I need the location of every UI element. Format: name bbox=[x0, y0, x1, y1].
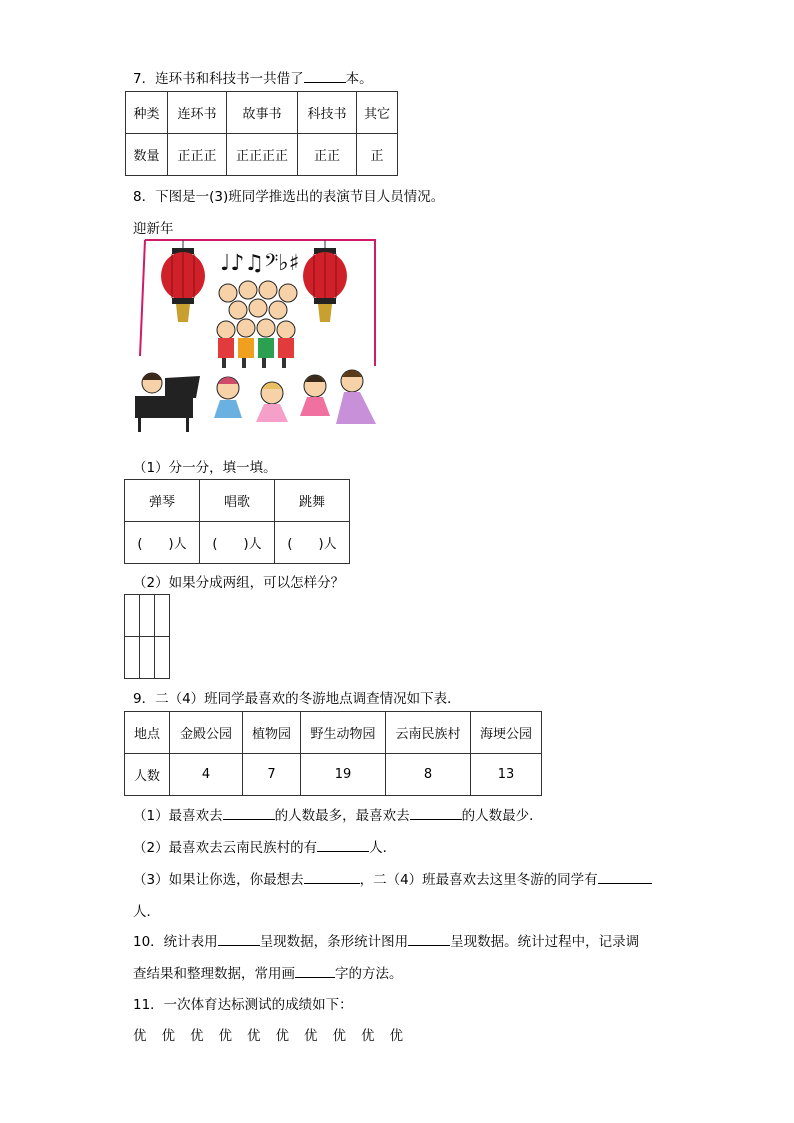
q7-cell: 正 bbox=[357, 134, 398, 176]
q9-sub2: （2）最喜欢去云南民族村的有 人． bbox=[133, 836, 396, 856]
q7-cell: 故事书 bbox=[227, 92, 298, 134]
q9-blank[interactable] bbox=[317, 837, 369, 852]
q9-blank[interactable] bbox=[410, 805, 462, 820]
q10-blank[interactable] bbox=[295, 963, 335, 978]
q9-value-cell: 8 bbox=[386, 754, 471, 796]
performance-illustration bbox=[130, 238, 395, 438]
q8-answer-cell[interactable]: ( )人 bbox=[200, 522, 275, 564]
q9-sub3: （3）如果让你选，你最想去 ，二（4）班最喜欢去这里冬游的同学有 bbox=[133, 868, 652, 888]
q9-value-cell: 19 bbox=[301, 754, 386, 796]
grade-item: 优 bbox=[304, 1028, 318, 1044]
q7-cell: 正正正正 bbox=[227, 134, 298, 176]
q9-sub1: （1）最喜欢去 的人数最多，最喜欢去 的人数最少． bbox=[133, 804, 543, 824]
q7-text: 7．连环书和科技书一共借了 bbox=[133, 71, 304, 87]
q9-title: 9．二（4）班同学最喜欢的冬游地点调查情况如下表． bbox=[133, 691, 461, 707]
q7-cell: 正正 bbox=[298, 134, 357, 176]
choir-children-icon bbox=[217, 281, 297, 368]
q11-title: 11．一次体育达标测试的成绩如下： bbox=[133, 997, 353, 1013]
grade-item: 优 bbox=[133, 1028, 147, 1044]
q9-value-cell: 人数 bbox=[125, 754, 170, 796]
q7-suffix: 本。 bbox=[345, 71, 373, 87]
q10-blank[interactable] bbox=[218, 931, 260, 946]
q9-blank[interactable] bbox=[223, 805, 275, 820]
grade-item: 优 bbox=[275, 1028, 289, 1044]
q9-value-cell: 7 bbox=[243, 754, 301, 796]
q7-cell: 种类 bbox=[126, 92, 168, 134]
q8-answer-cell[interactable]: ( )人 bbox=[125, 522, 200, 564]
q7-answer-blank[interactable] bbox=[304, 68, 346, 83]
q7-cell: 数量 bbox=[126, 134, 168, 176]
q8-header-cell: 唱歌 bbox=[200, 480, 275, 522]
grade-item: 优 bbox=[218, 1028, 232, 1044]
q8-sub2: （2）如果分成两组，可以怎样分？ bbox=[133, 575, 345, 591]
grade-item: 优 bbox=[332, 1028, 346, 1044]
music-notes-icon: ♩♪♫𝄢♭♯ bbox=[220, 251, 300, 276]
q9-blank[interactable] bbox=[598, 869, 652, 884]
q8-title: 8．下图是一(3)班同学推选出的表演节目人员情况。 bbox=[133, 189, 445, 205]
dancer-icon bbox=[336, 370, 376, 424]
q8-banner: 迎新年 bbox=[133, 221, 174, 237]
q11-grades bbox=[133, 1024, 403, 1044]
q9-value-cell: 4 bbox=[170, 754, 243, 796]
lantern-icon bbox=[161, 240, 205, 322]
q9-header-cell: 植物园 bbox=[243, 712, 301, 754]
q9-table bbox=[124, 711, 542, 796]
grade-item: 优 bbox=[247, 1028, 261, 1044]
q10-blank[interactable] bbox=[408, 931, 450, 946]
grade-item: 优 bbox=[389, 1028, 403, 1044]
q8-table bbox=[124, 479, 350, 564]
q9-header-cell: 海埂公园 bbox=[471, 712, 542, 754]
lantern-icon bbox=[303, 240, 347, 322]
q9-blank[interactable] bbox=[304, 869, 360, 884]
q7-table bbox=[125, 91, 398, 176]
q8-header-cell: 弹琴 bbox=[125, 480, 200, 522]
q7-cell: 科技书 bbox=[298, 92, 357, 134]
q7-cell: 其它 bbox=[357, 92, 398, 134]
q9-header-cell: 地点 bbox=[125, 712, 170, 754]
dancer-icon bbox=[300, 375, 330, 416]
q8-answer-cell[interactable]: ( )人 bbox=[275, 522, 350, 564]
q10-line2: 查结果和整理数据，常用画 字的方法。 bbox=[133, 962, 403, 982]
dancer-icon bbox=[256, 382, 288, 422]
q8-sub1: （1）分一分，填一填。 bbox=[133, 460, 277, 476]
q9-value-cell: 13 bbox=[471, 754, 542, 796]
grade-item: 优 bbox=[361, 1028, 375, 1044]
stage-frame-left bbox=[140, 240, 145, 356]
q8-header-cell: 跳舞 bbox=[275, 480, 350, 522]
q8-grouping-box[interactable] bbox=[124, 594, 170, 679]
q7-cell: 正正正 bbox=[168, 134, 227, 176]
q7-question bbox=[133, 67, 373, 87]
grade-item: 优 bbox=[190, 1028, 204, 1044]
q9-header-cell: 野生动物园 bbox=[301, 712, 386, 754]
q9-header-cell: 云南民族村 bbox=[386, 712, 471, 754]
q9-header-cell: 金殿公园 bbox=[170, 712, 243, 754]
q10-line1: 10．统计表用 呈现数据，条形统计图用 呈现数据。统计过程中，记录调 bbox=[133, 930, 639, 950]
dancer-icon bbox=[214, 377, 242, 418]
q9-sub3-end: 人． bbox=[133, 904, 160, 920]
piano-player-icon bbox=[135, 373, 200, 432]
grade-item: 优 bbox=[161, 1028, 175, 1044]
q7-cell: 连环书 bbox=[168, 92, 227, 134]
